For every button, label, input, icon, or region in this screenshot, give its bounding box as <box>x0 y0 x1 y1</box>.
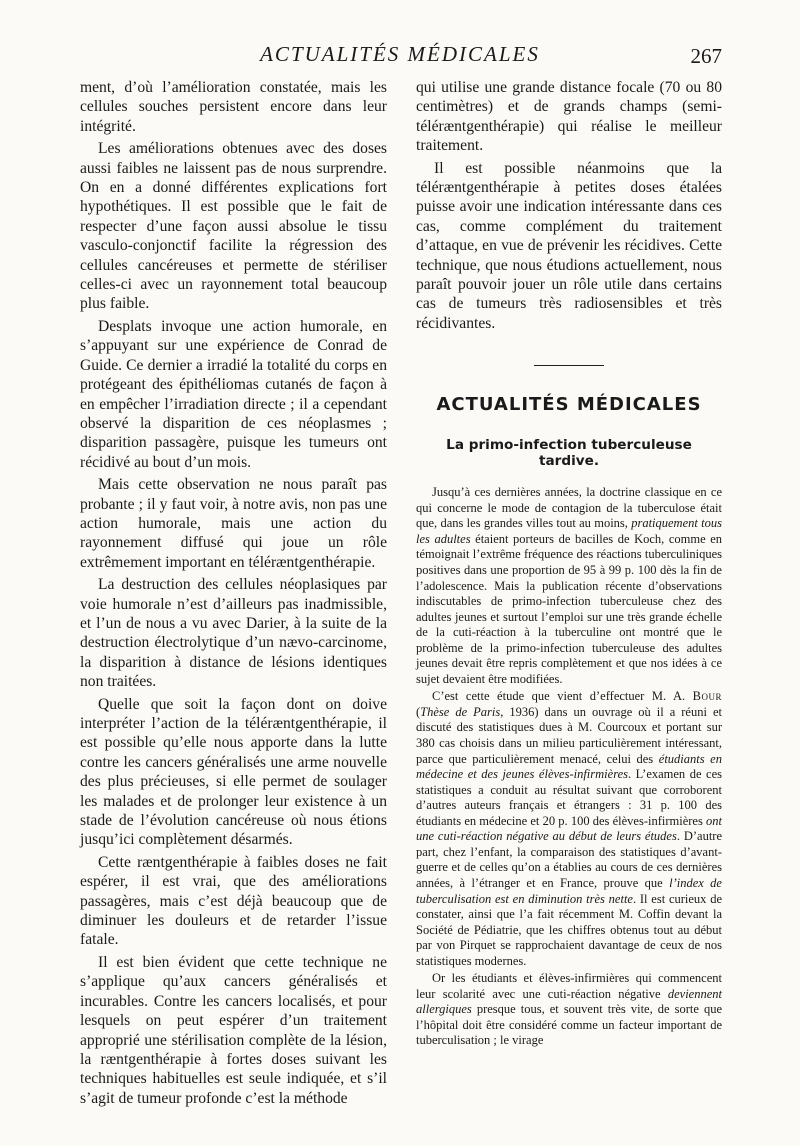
paragraph: La destruction des cellules néoplasiques par voie humorale n’est d’ailleurs pas inadmissible, et l’un de nous a vu avec Darier, à la suite de la destruction électrolytique d’un nævo-carcinome, la disparition à distance de lésions identiques non traitées. <box>80 576 387 691</box>
paragraph: Or les étudiants et élèves-infirmières qui commencent leur scolarité avec une cuti-réaction négative deviennent allergiques presque tous, et souvent très vite, de sorte que l’hôpital doit être considéré comme un facteur important de tuberculisation ; le virage <box>416 971 722 1048</box>
right-column <box>416 78 722 1049</box>
previous-article-end <box>416 78 722 333</box>
paragraph: Les améliorations obtenues avec des doses aussi faibles ne laissent pas de nous surprendre. On en a donné différentes explications fort hypothétiques. Il est possible que le fait de respecter d’une façon aussi absolue le tissu vasculo-conjonctif facilite la régression des cellules cancéreuses et permette de stériliser celles-ci avec un rayonnement total beaucoup plus faible. <box>80 140 387 313</box>
left-column <box>80 78 387 1108</box>
paragraph: qui utilise une grande distance focale (70 ou 80 centimètres) et de grands champs (semi-téléræntgenthérapie) qui réalise le meilleur traitement. <box>416 79 722 155</box>
paragraph: Jusqu’à ces dernières années, la doctrine classique en ce qui concerne le mode de contagion de la tuberculose était que, dans les grandes villes tout au moins, pratiquement tous les adultes étaient porteurs de bacilles de Koch, comme en témoignait l’extrême fréquence des réactions tuberculiniques positives dans une proportion de 95 à 99 p. 100 dès la fin de l’adolescence. Mais la publication récente d’observations indiscutables de primo-infection tuberculeuse chez des adultes jeunes et surtout l’emploi sur une très grande échelle de la cuti-réaction à la tuberculine ont montré que le problème de la primo-infection tuberculeuse des adultes jeunes devait être repris complètement et que nos idées à ce sujet devaient être modifiées. <box>416 485 722 686</box>
paragraph: Mais cette observation ne nous paraît pas probante ; il y faut voir, à notre avis, non pas une action humorale, mais une action du rayonnement diffusé qui joue un rôle extrêmement important en téléræntgenthérapie. <box>80 476 387 571</box>
article-title: La primo-infection tuberculeuse tardive. <box>446 437 692 470</box>
paragraph: ment, d’où l’amélioration constatée, mais les cellules souches persistent encore dans leur intégrité. <box>80 79 387 135</box>
paragraph: Desplats invoque une action humorale, en s’appuyant sur une expérience de Conrad de Guide. Ce dernier a irradié la totalité du corps en protégeant des épithéliomas cutanés de façon à en empêcher l’irradiation directe ; il a cependant observé la disparition de ces néoplasmes ; disparition passagère, puisque les tumeurs ont récidivé au bout d’un mois. <box>80 317 387 471</box>
running-title: ACTUALITÉS MÉDICALES <box>260 42 540 66</box>
paragraph: Il est bien évident que cette technique ne s’applique qu’aux cancers généralisés et incurables. Contre les cancers localisés, et pour lesquels on peut espérer d’un traitement approprié une stérilisation complète de la lésion, la ræntgenthérapie à fortes doses suivant les techniques habituelles est seule indiquée, et s’il s’agit de tumeur profonde c’est la méthode <box>80 953 387 1107</box>
paragraph: C’est cette étude que vient d’effectuer M. A. Bour (Thèse de Paris, 1936) dans un ouvrage où il a réuni et discuté des statistiques dues à M. Courcoux et portant sur 380 cas choisis dans un milieu particulièrement intéressant, parce que particulièrement menacé, celui des étudiants en médecine et des jeunes élèves-infirmières. L’examen de ces statistiques a conduit au résultat suivant que corroborent d’autres auteurs français et étrangers : 31 p. 100 des étudiants en médecine et 20 p. 100 des élèves-infirmières ont une cuti-réaction négative au début de leurs études. D’autre part, chez l’enfant, la comparaison des statistiques d’avant-guerre et de celles qu’on a établies au cours de ces dernières années, à l’étranger et en France, prouve que l’index de tuberculisation est en diminution très nette. Il est curieux de constater, ainsi que l’a fait récemment M. Coffin devant la Société de Pédiatrie, que les chiffres obtenus tout au début par von Pirquet se rapprochaient davantage de ceux de nos statistiques modernes. <box>416 689 722 968</box>
page-number: 267 <box>690 44 722 68</box>
paragraph: Quelle que soit la façon dont on doive interpréter l’action de la téléræntgenthérapie, il est possible qu’elle nous apporte dans la lutte contre les cancers généralisés une arme nouvelle des plus précieuses, si elle permet de soulager les malades et de prolonger leur existence à un stade de l’évolution cancéreuse où nous étions jusqu’ici complètement désarmés. <box>80 695 387 849</box>
article-body <box>416 485 722 1049</box>
section-heading: ACTUALITÉS MÉDICALES <box>436 394 702 416</box>
author-name: Bour <box>692 689 722 704</box>
paragraph: Cette ræntgenthérapie à faibles doses ne fait espérer, il est vrai, que des améliorations passagères, mais c’est déjà beaucoup que de diminuer les douleurs et de retarder l’issue fatale. <box>80 853 387 949</box>
running-head <box>0 42 800 72</box>
paragraph: Il est possible néanmoins que la téléræntgenthérapie à petites doses étalées puisse avoir une indication intéressante dans ces cas, comme complément du traitement d’attaque, en vue de prévenir les récidives. Cette technique, que nous étudions actuellement, nous paraît pouvoir jouer un rôle utile dans certains cas de tumeurs très radiosensibles et très récidivantes. <box>416 159 722 332</box>
section-divider <box>534 365 604 366</box>
